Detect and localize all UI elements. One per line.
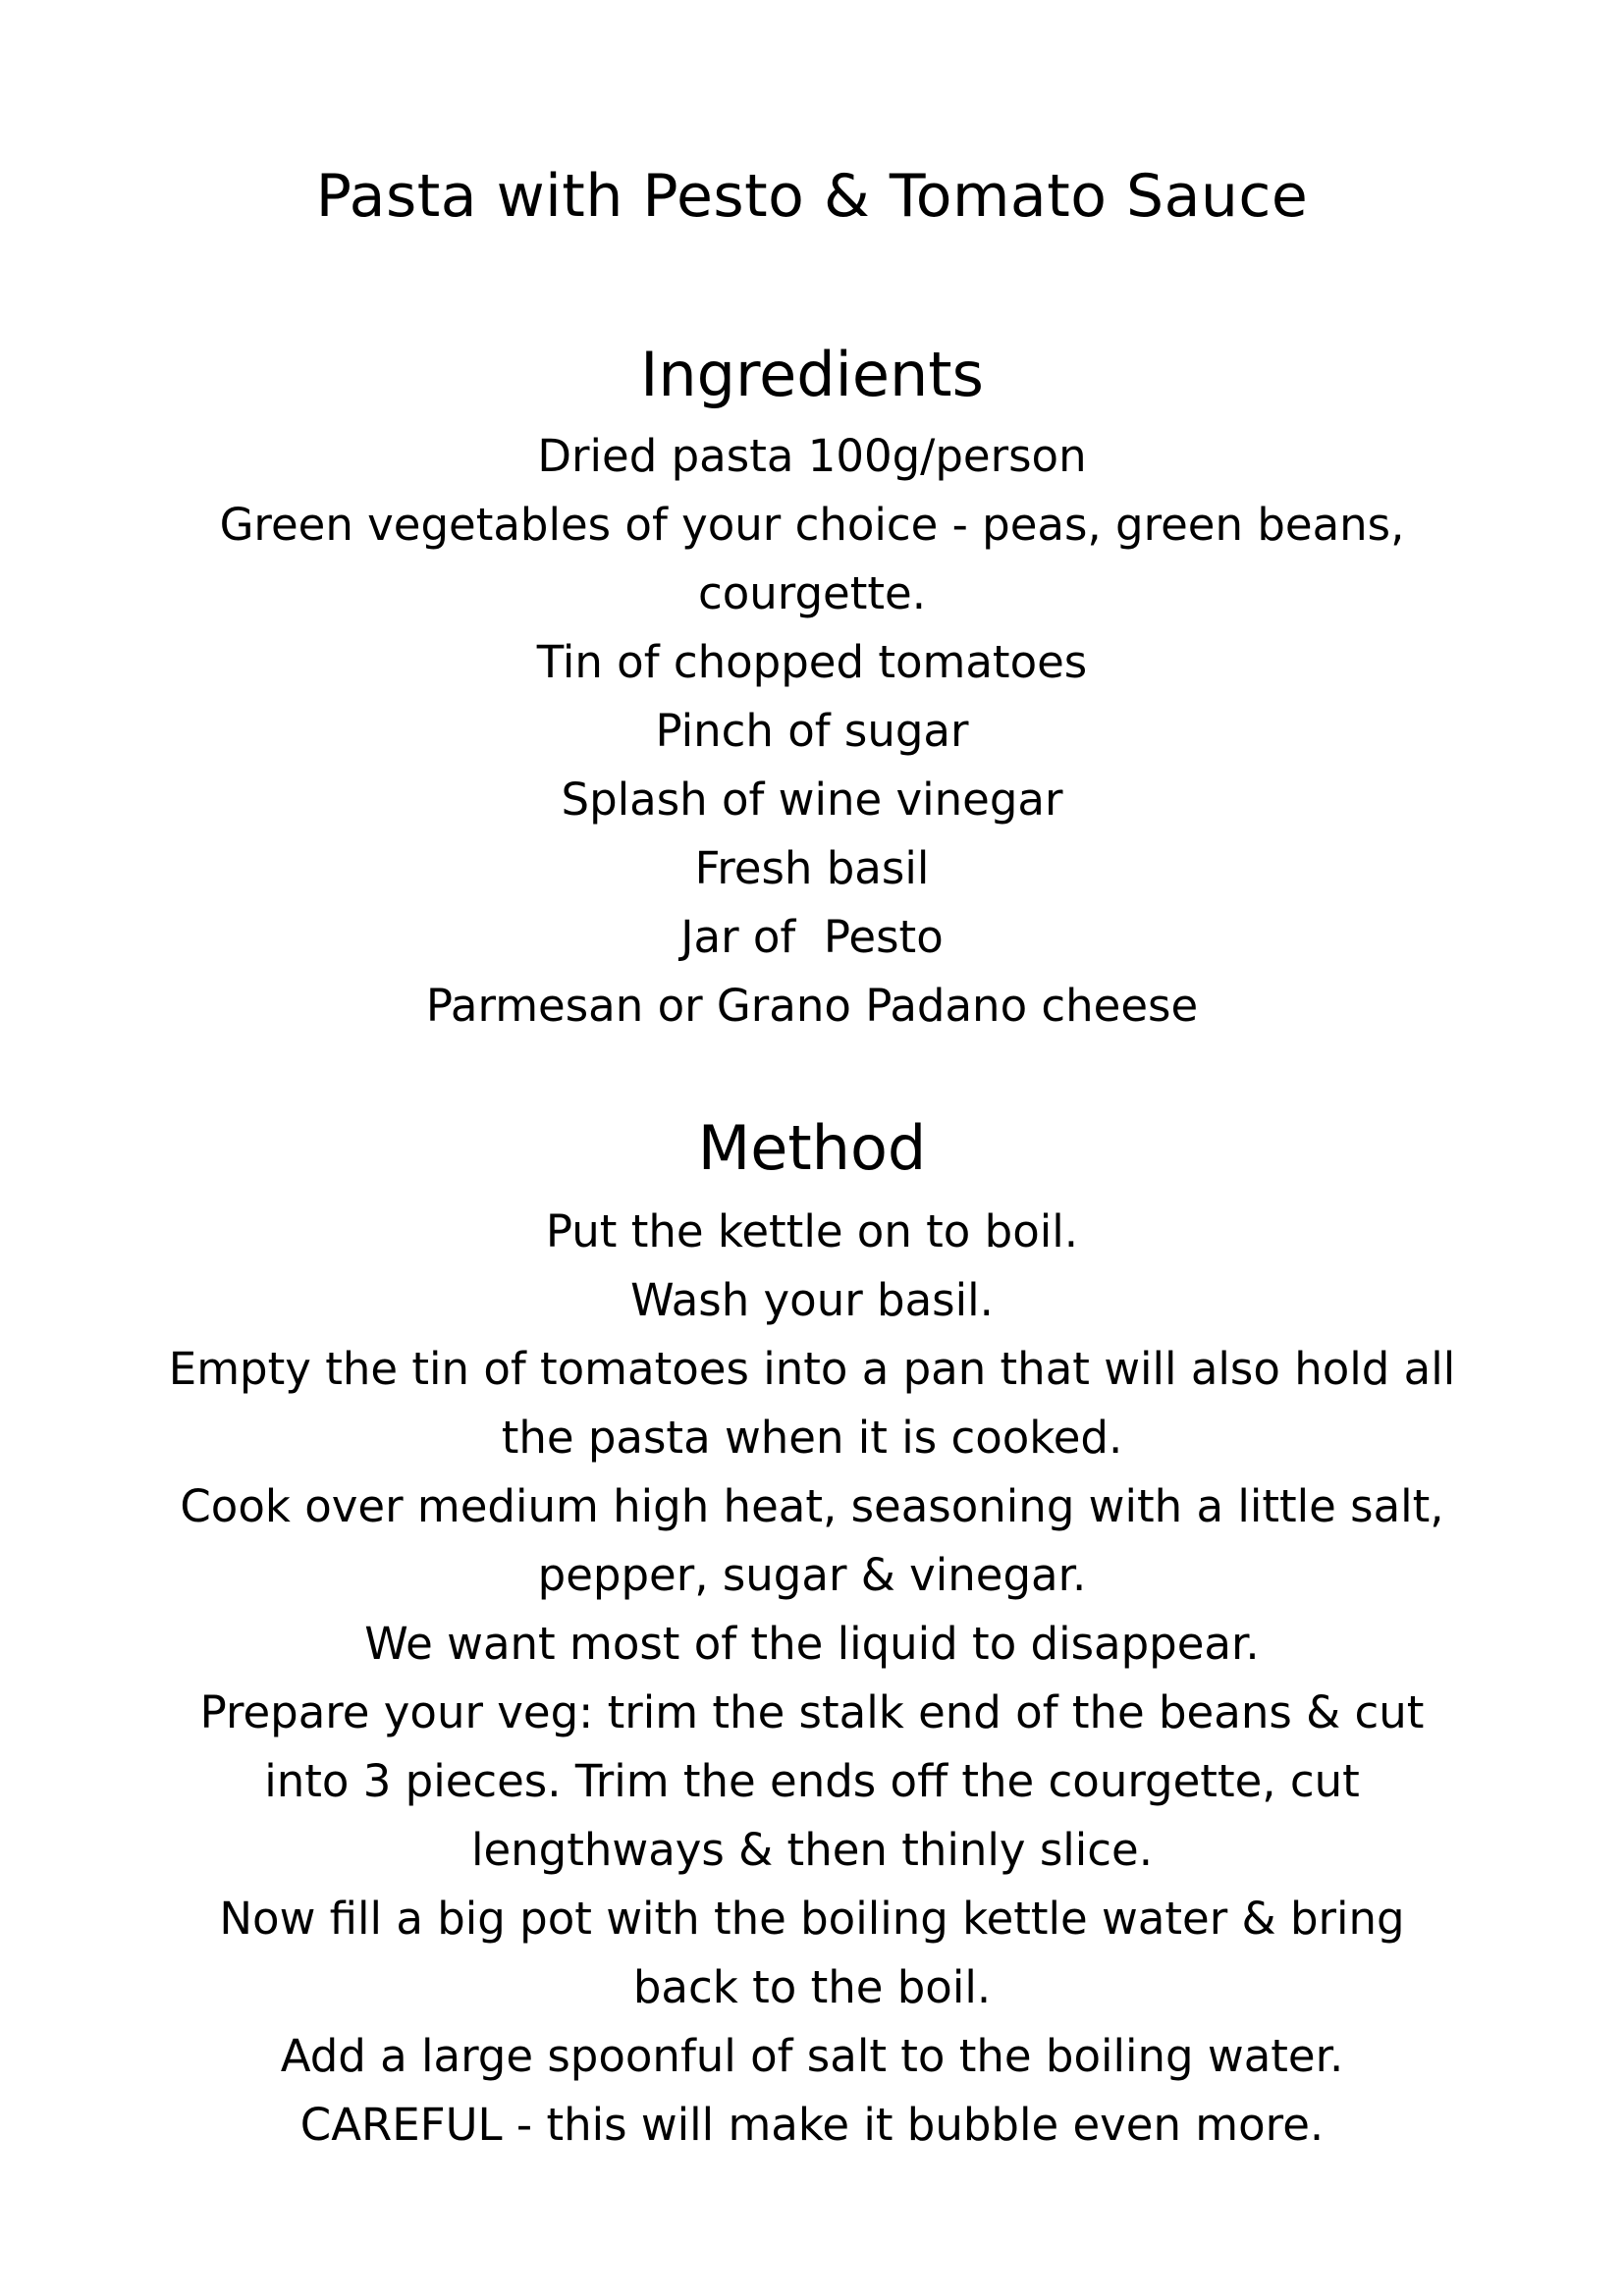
method-heading: Method [697,1112,927,1184]
method-line: Cook over medium high heat, seasoning with a little salt, [180,1480,1444,1532]
ingredient-line: Parmesan or Grano Padano cheese [425,980,1199,1032]
method-line: Wash your basil. [630,1274,994,1326]
method-line: Prepare your veg: trim the stalk end of the beans & cut [199,1686,1425,1738]
method-line: lengthways & then thinly slice. [470,1824,1154,1876]
method-line: We want most of the liquid to disappear. [364,1618,1260,1670]
method-line: Now fill a big pot with the boiling kettle water & bring [219,1893,1405,1945]
method-line: the pasta when it is cooked. [501,1412,1123,1464]
ingredients-heading: Ingredients [640,339,984,410]
recipe-title: Pasta with Pesto & Tomato Sauce [315,162,1309,231]
ingredient-line: Tin of chopped tomatoes [536,636,1088,688]
ingredient-line: Splash of wine vinegar [561,774,1063,826]
ingredient-line: courgette. [697,567,927,619]
method-line: Put the kettle on to boil. [545,1205,1079,1257]
ingredient-line: Green vegetables of your choice - peas, green beans, [219,499,1405,551]
ingredient-line: Fresh basil [694,842,930,894]
method-line: pepper, sugar & vinegar. [537,1549,1087,1601]
ingredient-list [137,422,1487,1041]
method-line: back to the boil. [632,1961,992,2013]
method-line: Add a large spoonful of salt to the boiling water. [280,2030,1344,2082]
method-line: into 3 pieces. Trim the ends off the courgette, cut [264,1755,1360,1807]
method-line: CAREFUL - this will make it bubble even more. [299,2099,1325,2151]
ingredient-line: Pinch of sugar [655,705,969,757]
method-line: Empty the tin of tomatoes into a pan that will also hold all [168,1343,1456,1395]
ingredient-line: Jar of Pesto [680,911,944,963]
ingredient-line: Dried pasta 100g/person [537,430,1087,482]
method-list [137,1198,1487,2160]
